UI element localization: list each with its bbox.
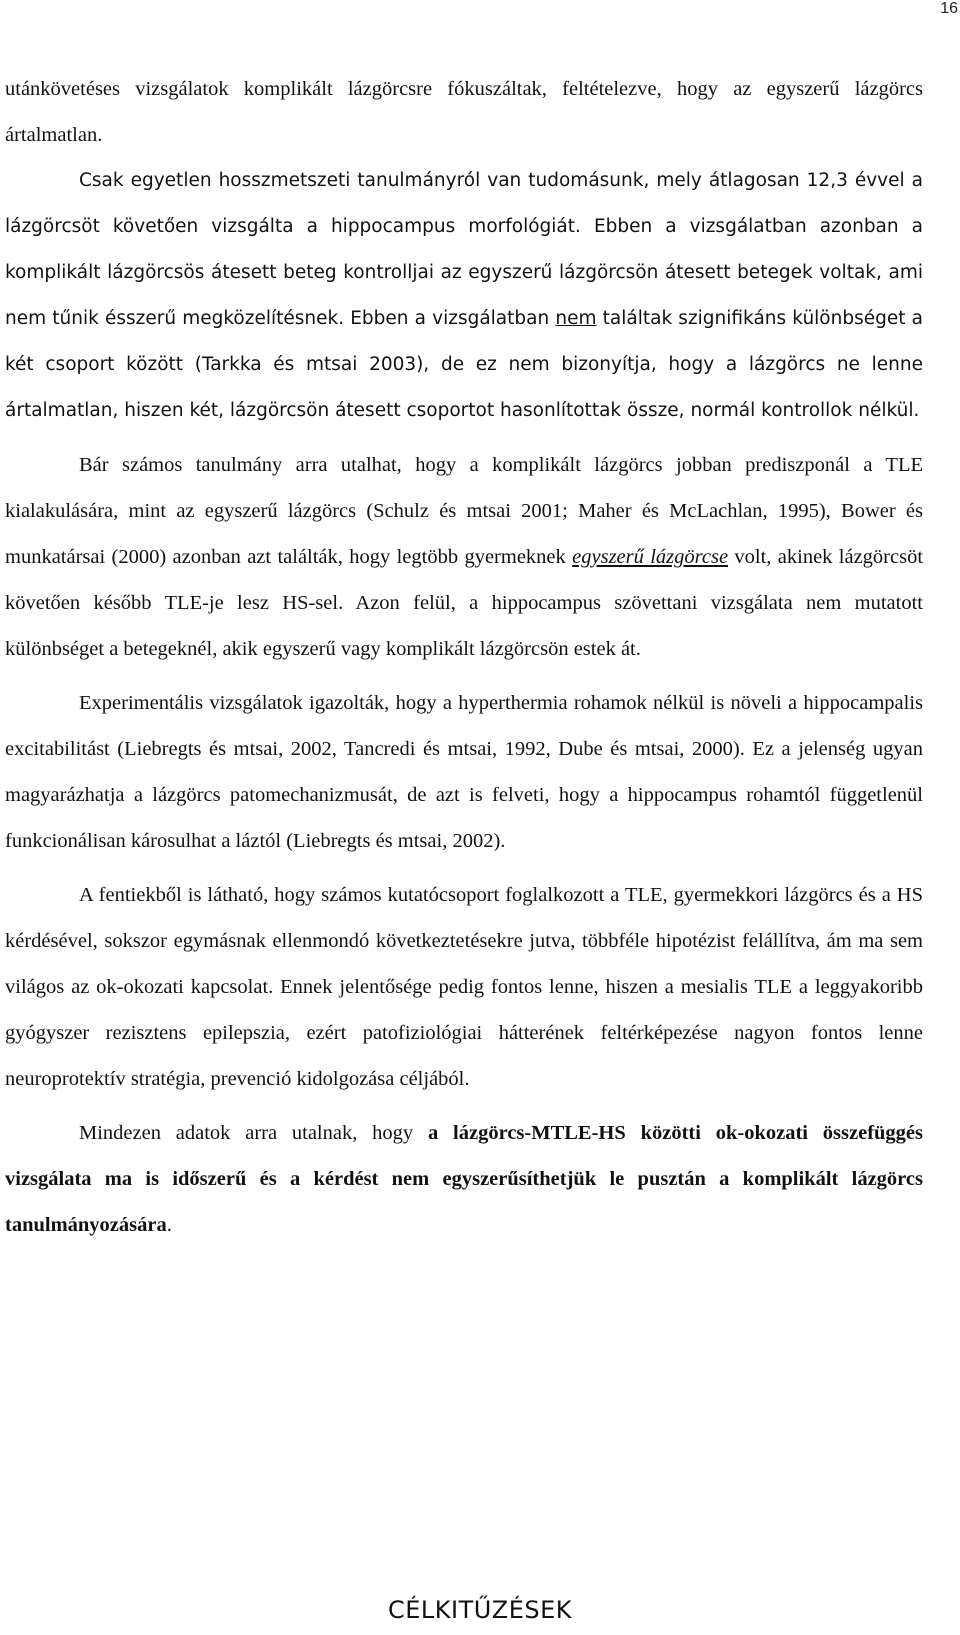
paragraph-3-part-a: Bár számos tanulmány arra utalhat, hogy a komplikált lázgörcs jobban prediszponál a TLE kialakulására, mint az egyszerű lázgörcs (Schulz és mtsai 2001; Maher és McLachlan, 1995), Bower és munkatársai (2000) azonban azt találták, hogy legtöbb gyermeknek (5, 454, 923, 568)
section-heading: CÉLKITŰZÉSEK (387, 1596, 573, 1624)
paragraph-1: utánkövetéses vizsgálatok komplikált lázgörcsre fókuszáltak, feltételezve, hogy az egyszerű lázgörcs ártalmatlan. (5, 78, 923, 146)
paragraph-3 (5, 442, 923, 672)
paragraph-2-part-c: találtak szignifikáns különbséget a két csoport között (Tarkka és mtsai 2003), de ez nem bizonyítja, hogy a lázgörcs ne lenne ártalmatlan, hiszen két, lázgörcsön átesett csoportot hasonlítottak össze, normál kontrollok nélkül. (5, 308, 923, 421)
paragraph-2-part-a: Csak egyetlen hosszmetszeti tanulmányról van tudomásunk, mely átlagosan 12,3 évvel a lázgörcsöt követően vizsgálta a hippocampus morfológiát. (5, 170, 923, 237)
paragraph-2 (5, 158, 923, 434)
paragraph-6-intro: Mindezen adatok arra utalnak, hogy (79, 1122, 428, 1144)
paragraph-6-end: . (166, 1214, 172, 1236)
paragraph-6 (5, 1110, 923, 1248)
document-body (5, 66, 923, 1248)
paragraph-4: Experimentális vizsgálatok igazolták, hogy a hyperthermia rohamok nélkül is növeli a hippocampalis excitabilitást (Liebregts és mtsai, 2002, Tancredi és mtsai, 1992, Dube és mtsai, 2000). Ez a jelenség ugyan magyarázhatja a lázgörcs patomechanizmusát, de azt is felveti, hogy a hippocampus rohamtól függetlenül funkcionálisan károsulhat a láztól (Liebregts és mtsai, 2002). (5, 692, 923, 852)
paragraph-6-bold-conclusion: a lázgörcs-MTLE-HS közötti ok-okozati összefüggés vizsgálata ma is időszerű és a kérdést nem egyszerűsíthetjük le pusztán a komplikált lázgörcs tanulmányozására (5, 1122, 923, 1236)
emphasized-phrase: egyszerű lázgörcse (572, 546, 729, 568)
paragraph-3-part-b: volt, akinek lázgörcsöt követően később TLE-je lesz HS-sel. Azon felül, a hippocampus szövettani vizsgálata nem mutatott különbséget a betegeknél, akik egyszerű vagy komplikált lázgörcsön estek át. (5, 546, 924, 660)
paragraph-2-part-b: Ebben a vizsgálatban azonban a komplikált lázgörcsös átesett beteg kontrolljai az egyszerű lázgörcsön átesett betegek voltak, ami nem tűnik ésszerű megközelítésnek. Ebben a vizsgálatban (5, 216, 923, 329)
paragraph-5: A fentiekből is látható, hogy számos kutatócsoport foglalkozott a TLE, gyermekkori lázgörcs és a HS kérdésével, sokszor egymásnak ellenmondó következtetésekre jutva, többféle hipotézist felállítva, ám ma sem világos az ok-okozati kapcsolat. Ennek jelentősége pedig fontos lenne, hiszen a mesialis TLE a leggyakoribb gyógyszer rezisztens epilepszia, ezért patofiziológiai hátterének feltérképezése nagyon fontos lenne neuroprotektív stratégia, prevenció kidolgozása céljából. (5, 884, 923, 1090)
page-number: 16 (940, 0, 958, 17)
underlined-word-nem: nem (555, 308, 597, 329)
